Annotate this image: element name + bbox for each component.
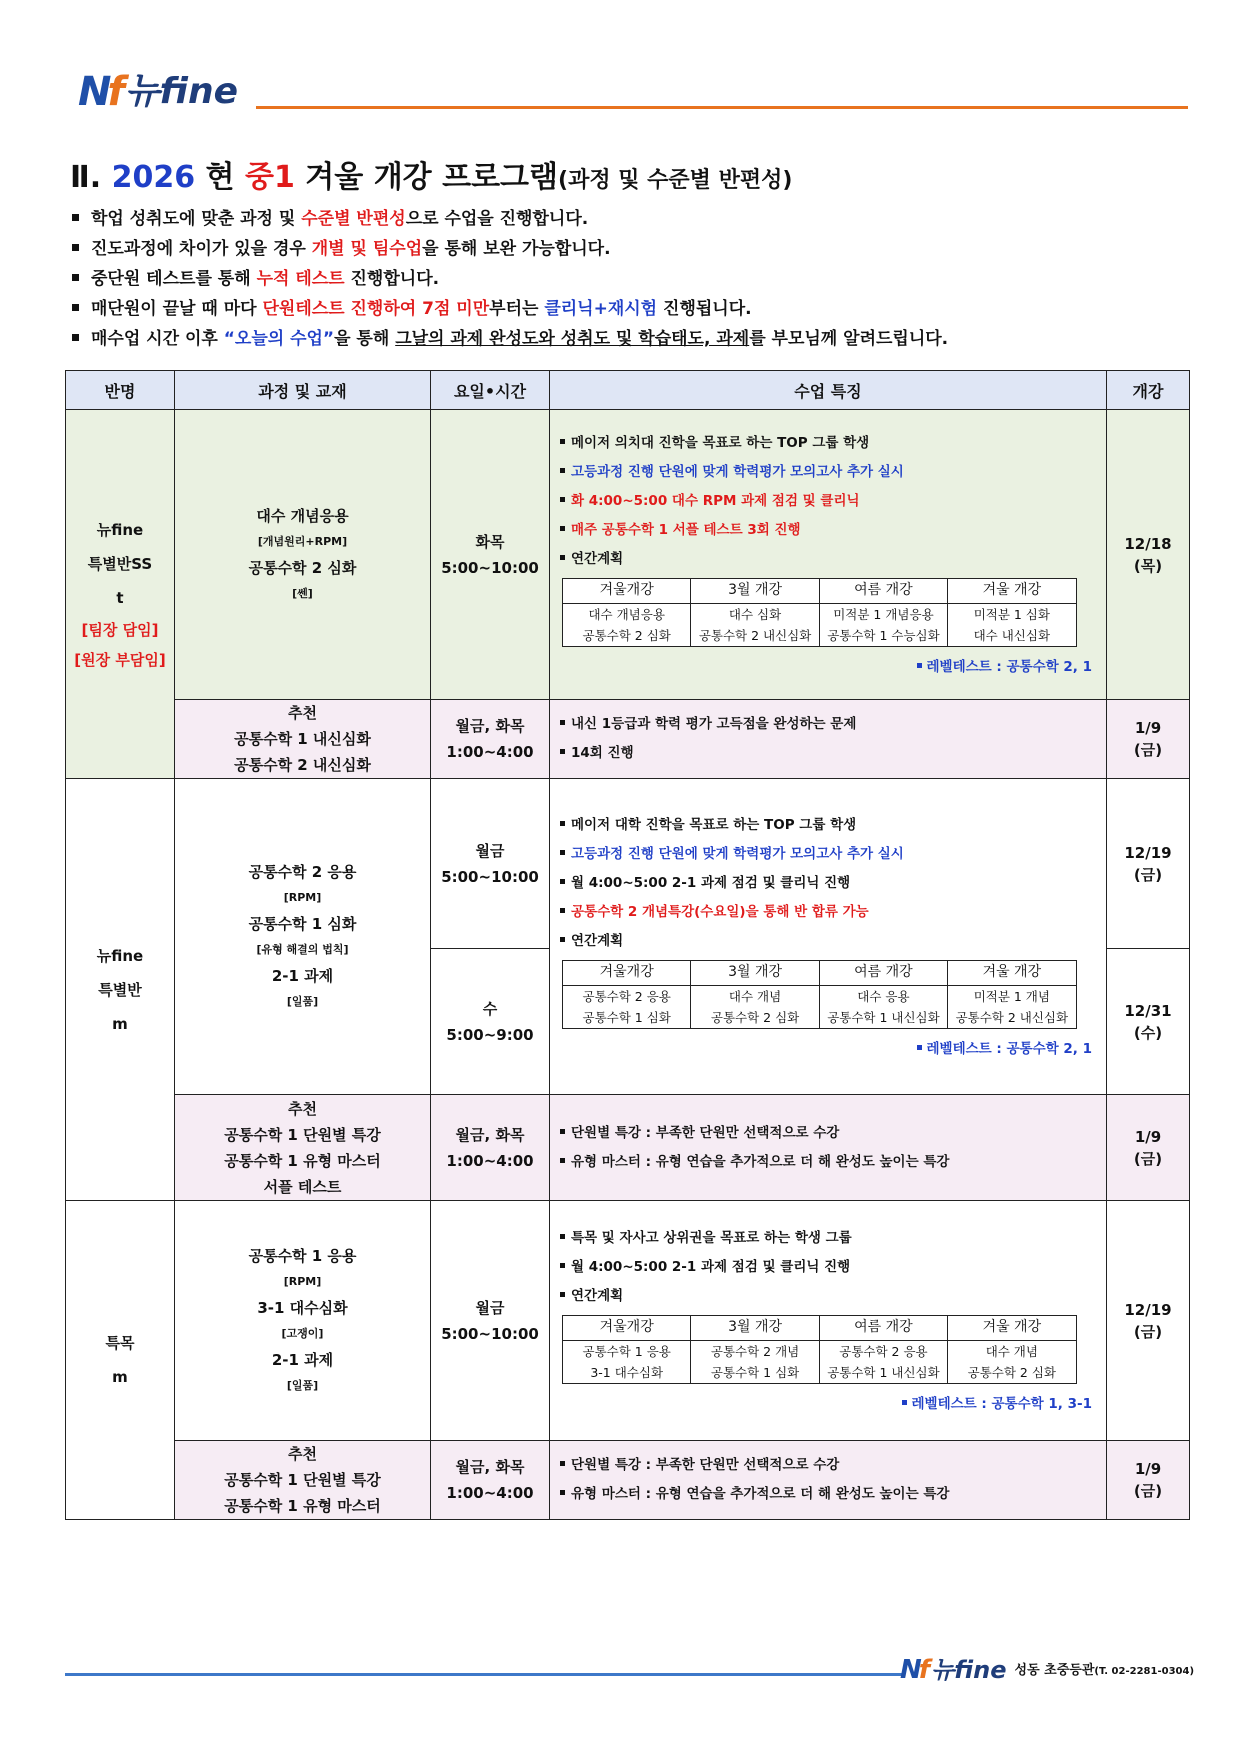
features-cell xyxy=(550,700,1107,779)
feature-item: 화 4:00~5:00 대수 RPM 과제 점검 및 클리닉 xyxy=(560,487,1096,516)
plan-cell: 대수 심화 공통수학 2 내신심화 xyxy=(691,603,819,646)
feature-item: 연간계획 xyxy=(560,1282,1096,1311)
feature-item: 14회 진행 xyxy=(560,739,1096,768)
plan-header: 겨울 개강 xyxy=(948,578,1076,603)
feature-item: 공통수학 2 개념특강(수요일)을 통해 반 합류 가능 xyxy=(560,898,1096,927)
plan-cell: 미적분 1 개념 공통수학 2 내신심화 xyxy=(948,985,1076,1028)
time-cell: 월금, 화목 1:00~4:00 xyxy=(431,700,550,779)
plan-header: 여름 개강 xyxy=(819,578,947,603)
open-date: 1/9 (금) xyxy=(1107,700,1190,779)
annual-plan-table xyxy=(562,960,1077,1029)
course-line: [고쟁이] xyxy=(281,1326,324,1340)
open-date: 12/18 (목) xyxy=(1107,410,1190,700)
program-table xyxy=(65,370,1190,1520)
notice-item: 진도과정에 차이가 있을 경우 개별 및 팀수업을 통해 보완 가능합니다. xyxy=(68,234,1168,264)
plan-cell: 대수 개념 공통수학 2 심화 xyxy=(948,1340,1076,1383)
course-line: [쎈] xyxy=(292,586,313,600)
plan-header: 겨울 개강 xyxy=(948,1315,1076,1340)
feature-item: 고등과정 진행 단원에 맞게 학력평가 모의고사 추가 실시 xyxy=(560,458,1096,487)
footer-branch: 성동 초중등관(T. 02-2281-0304) xyxy=(1014,1663,1195,1678)
feature-item: 단원별 특강 : 부족한 단원만 선택적으로 수강 xyxy=(560,1451,1096,1480)
course-line: 공통수학 1 유형 마스터 xyxy=(224,1151,381,1170)
brand-mark-icon: Nf xyxy=(78,69,121,115)
plan-cell: 대수 개념 공통수학 2 심화 xyxy=(691,985,819,1028)
plan-cell: 공통수학 2 응용 공통수학 1 내신심화 xyxy=(819,1340,947,1383)
course-line: [유형 해결의 법칙] xyxy=(256,942,349,956)
plan-header: 겨울개강 xyxy=(563,1315,691,1340)
open-date: 1/9 (금) xyxy=(1107,1095,1190,1201)
plan-header: 3월 개강 xyxy=(691,578,819,603)
feature-item: 특목 및 자사고 상위권을 목표로 하는 학생 그룹 xyxy=(560,1224,1096,1253)
course-line: [RPM] xyxy=(283,890,322,904)
page-footer xyxy=(900,1655,1194,1685)
level-test: 레벨테스트 : 공통수학 2, 1 xyxy=(560,1035,1096,1063)
course-line: 공통수학 2 내신심화 xyxy=(234,756,371,774)
time-cell: 월금, 화목 1:00~4:00 xyxy=(431,1095,550,1201)
open-date: 12/19 (금) xyxy=(1107,779,1190,949)
course-line: 공통수학 2 응용 xyxy=(248,862,357,881)
feature-item: 유형 마스터 : 유형 연습을 추가적으로 더 해 완성도 높이는 특강 xyxy=(560,1480,1096,1509)
footer-brand-name: 뉴fine xyxy=(931,1656,1007,1684)
time-cell-b: 수 5:00~9:00 xyxy=(431,949,550,1095)
features-cell xyxy=(550,410,1107,700)
features-cell xyxy=(550,1095,1107,1201)
course-line: 공통수학 1 단원별 특강 xyxy=(224,1125,381,1144)
table-row xyxy=(66,1201,1190,1441)
open-date: 1/9 (금) xyxy=(1107,1441,1190,1520)
course-line: [개념원리+RPM] xyxy=(257,534,348,548)
feature-item: 유형 마스터 : 유형 연습을 추가적으로 더 해 완성도 높이는 특강 xyxy=(560,1148,1096,1177)
notice-item: 중단원 테스트를 통해 누적 테스트 진행합니다. xyxy=(68,264,1168,294)
table-row xyxy=(66,1095,1190,1201)
header-time: 요일•시간 xyxy=(431,371,550,410)
annual-plan-table xyxy=(562,578,1077,647)
notice-item: 학업 성취도에 맞춘 과정 및 수준별 반편성으로 수업을 진행합니다. xyxy=(68,204,1168,234)
course-line: [RPM] xyxy=(283,1274,322,1288)
plan-header: 겨울 개강 xyxy=(948,960,1076,985)
class-name-special: 특목 m xyxy=(66,1201,175,1520)
plan-header: 3월 개강 xyxy=(691,960,819,985)
course-line: 공통수학 1 단원별 특강 xyxy=(224,1471,381,1489)
course-line: 공통수학 2 심화 xyxy=(248,558,357,577)
course-line: 2-1 과제 xyxy=(271,1350,334,1369)
course-line: 추천 xyxy=(288,704,317,722)
level-test: 레벨테스트 : 공통수학 2, 1 xyxy=(560,653,1096,681)
feature-item: 내신 1등급과 학력 평가 고득점을 완성하는 문제 xyxy=(560,710,1096,739)
course-line: 추천 xyxy=(288,1099,317,1118)
plan-header: 겨울개강 xyxy=(563,578,691,603)
course-line: 서플 테스트 xyxy=(263,1177,342,1196)
header-course: 과정 및 교재 xyxy=(175,371,431,410)
brand-logo xyxy=(78,69,239,115)
level-test: 레벨테스트 : 공통수학 1, 3-1 xyxy=(560,1390,1096,1418)
plan-cell: 미적분 1 심화 대수 내신심화 xyxy=(948,603,1076,646)
table-row xyxy=(66,779,1190,949)
header-features: 수업 특징 xyxy=(550,371,1107,410)
brand-name: 뉴fine xyxy=(124,71,239,112)
open-date: 12/31 (수) xyxy=(1107,949,1190,1095)
feature-item: 연간계획 xyxy=(560,927,1096,956)
page-title: Ⅱ. 2026 현 중1 겨울 개강 프로그램(과정 및 수준별 반편성) xyxy=(70,160,793,195)
table-row xyxy=(66,700,1190,779)
feature-item: 연간계획 xyxy=(560,545,1096,574)
notice-item: 매수업 시간 이후 “오늘의 수업”을 통해 그날의 과제 완성도와 성취도 및 학습태도, 과제를 부모님께 알려드립니다. xyxy=(68,324,1168,354)
table-header-row xyxy=(66,371,1190,410)
features-cell xyxy=(550,779,1107,1095)
feature-item: 메이저 대학 진학을 목표로 하는 TOP 그룹 학생 xyxy=(560,811,1096,840)
course-line: 공통수학 1 심화 xyxy=(248,914,357,933)
feature-item: 고등과정 진행 단원에 맞게 학력평가 모의고사 추가 실시 xyxy=(560,840,1096,869)
course-line: 공통수학 1 내신심화 xyxy=(234,730,371,748)
header-class: 반명 xyxy=(66,371,175,410)
footer-divider xyxy=(65,1673,905,1676)
course-line: 대수 개념응용 xyxy=(256,506,349,525)
brand-mark-icon: Nf xyxy=(900,1655,928,1685)
course-cell xyxy=(175,1201,431,1441)
header-open: 개강 xyxy=(1107,371,1190,410)
course-line: 공통수학 1 유형 마스터 xyxy=(224,1497,381,1515)
course-line: 공통수학 1 응용 xyxy=(248,1246,357,1265)
feature-item: 메이저 의치대 진학을 목표로 하는 TOP 그룹 학생 xyxy=(560,429,1096,458)
plan-cell: 공통수학 2 응용 공통수학 1 심화 xyxy=(563,985,691,1028)
table-row xyxy=(66,1441,1190,1520)
course-cell xyxy=(175,1095,431,1201)
feature-item: 월 4:00~5:00 2-1 과제 점검 및 클리닉 진행 xyxy=(560,869,1096,898)
features-cell xyxy=(550,1441,1107,1520)
feature-item: 매주 공통수학 1 서플 테스트 3회 진행 xyxy=(560,516,1096,545)
plan-header: 겨울개강 xyxy=(563,960,691,985)
feature-item: 월 4:00~5:00 2-1 과제 점검 및 클리닉 진행 xyxy=(560,1253,1096,1282)
course-line: [일품] xyxy=(286,994,319,1008)
class-name-ss: 뉴fine 특별반SS t [팀장 담임] [원장 부담임] xyxy=(66,410,175,779)
course-cell xyxy=(175,410,431,700)
header-divider xyxy=(256,106,1188,109)
course-line: 3-1 대수심화 xyxy=(257,1298,348,1317)
notice-list xyxy=(68,204,1168,354)
plan-cell: 미적분 1 개념응용 공통수학 1 수능심화 xyxy=(819,603,947,646)
time-cell: 월금, 화목 1:00~4:00 xyxy=(431,1441,550,1520)
plan-header: 여름 개강 xyxy=(819,960,947,985)
plan-cell: 대수 응용 공통수학 1 내신심화 xyxy=(819,985,947,1028)
class-name-m: 뉴fine 특별반 m xyxy=(66,779,175,1201)
time-cell-a: 월금 5:00~10:00 xyxy=(431,779,550,949)
time-cell: 화목 5:00~10:00 xyxy=(431,410,550,700)
course-cell xyxy=(175,700,431,779)
plan-cell: 공통수학 1 응용 3-1 대수심화 xyxy=(563,1340,691,1383)
table-row xyxy=(66,410,1190,700)
features-cell xyxy=(550,1201,1107,1441)
plan-header: 3월 개강 xyxy=(691,1315,819,1340)
course-line: 2-1 과제 xyxy=(271,966,334,985)
plan-cell: 공통수학 2 개념 공통수학 1 심화 xyxy=(691,1340,819,1383)
plan-cell: 대수 개념응용 공통수학 2 심화 xyxy=(563,603,691,646)
notice-item: 매단원이 끝날 때 마다 단원테스트 진행하여 7점 미만부터는 클리닉+재시험 진행됩니다. xyxy=(68,294,1168,324)
page-header xyxy=(78,69,1188,122)
feature-item: 단원별 특강 : 부족한 단원만 선택적으로 수강 xyxy=(560,1119,1096,1148)
course-line: [일품] xyxy=(286,1378,319,1392)
course-cell xyxy=(175,779,431,1095)
course-line: 추천 xyxy=(288,1445,317,1463)
course-cell xyxy=(175,1441,431,1520)
time-cell: 월금 5:00~10:00 xyxy=(431,1201,550,1441)
open-date: 12/19 (금) xyxy=(1107,1201,1190,1441)
annual-plan-table xyxy=(562,1315,1077,1384)
plan-header: 여름 개강 xyxy=(819,1315,947,1340)
